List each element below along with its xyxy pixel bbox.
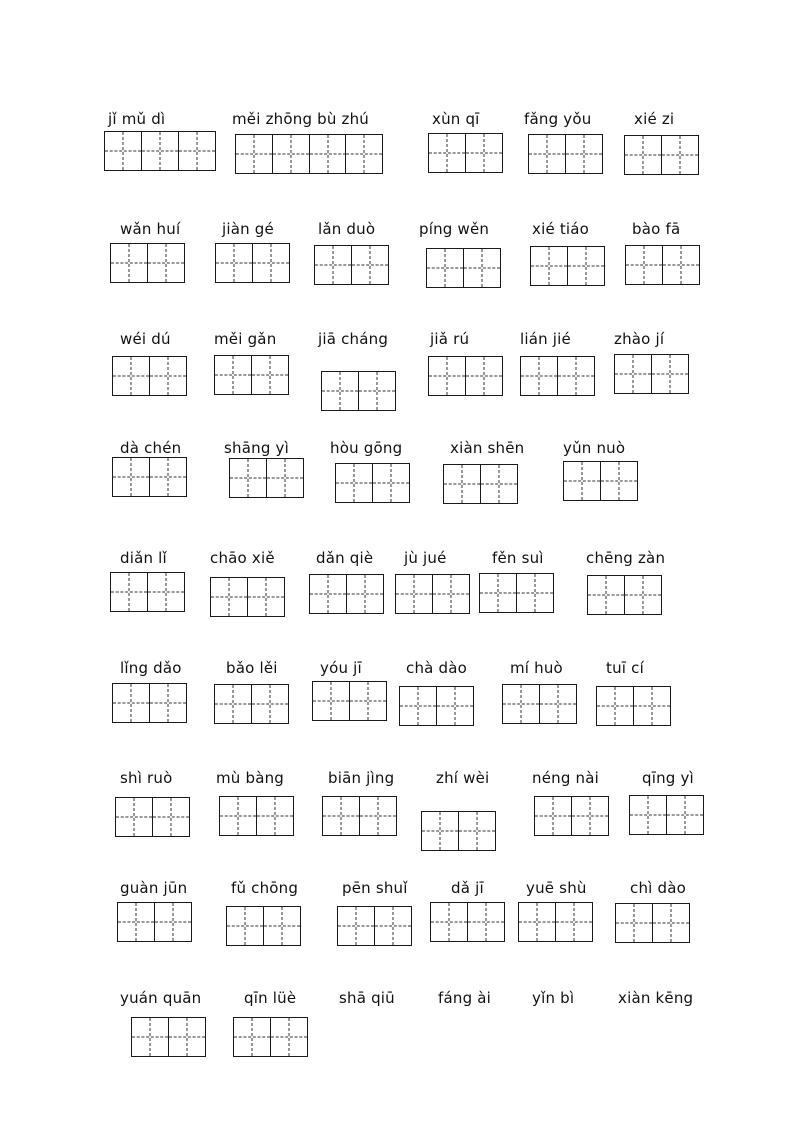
tian-grid-box[interactable]	[426, 248, 464, 288]
pinyin-label: yuán quān	[120, 989, 202, 1007]
pinyin-label: jiǎ rú	[430, 330, 470, 348]
writing-boxes[interactable]	[596, 686, 670, 726]
writing-boxes[interactable]	[395, 574, 469, 614]
pinyin-label: chāo xiě	[210, 549, 275, 567]
tian-grid-box[interactable]	[110, 572, 148, 612]
pinyin-label: wéi dú	[120, 330, 171, 348]
writing-boxes[interactable]	[322, 796, 396, 836]
pinyin-label: chà dào	[406, 659, 468, 677]
pinyin-label: xùn qī	[432, 110, 480, 128]
writing-boxes[interactable]	[421, 811, 495, 851]
tian-grid-box[interactable]	[214, 355, 252, 395]
tian-grid-box[interactable]	[219, 796, 257, 836]
tian-grid-box[interactable]	[322, 796, 360, 836]
writing-boxes[interactable]	[309, 574, 383, 614]
writing-boxes[interactable]	[112, 683, 186, 723]
pinyin-label: bǎo lěi	[226, 659, 278, 677]
pinyin-label: lǐng dǎo	[120, 659, 182, 677]
tian-grid-box[interactable]	[141, 131, 179, 171]
tian-grid-box[interactable]	[312, 681, 350, 721]
tian-grid-box[interactable]	[479, 573, 517, 613]
tian-grid-box[interactable]	[345, 134, 383, 174]
tian-grid-box[interactable]	[428, 133, 466, 173]
pinyin-label: yóu jī	[320, 659, 362, 677]
tian-grid-box[interactable]	[112, 356, 150, 396]
pinyin-label: chì dào	[630, 879, 686, 897]
tian-grid-box[interactable]	[372, 463, 410, 503]
pinyin-label: wǎn huí	[120, 220, 181, 238]
writing-boxes[interactable]	[214, 355, 288, 395]
writing-boxes[interactable]	[115, 797, 189, 837]
tian-grid-box[interactable]	[463, 248, 501, 288]
tian-grid-box[interactable]	[458, 811, 496, 851]
writing-boxes[interactable]	[321, 371, 395, 411]
writing-boxes[interactable]	[428, 133, 502, 173]
writing-boxes[interactable]	[210, 577, 284, 617]
writing-boxes[interactable]	[443, 464, 517, 504]
pinyin-label: hòu gōng	[330, 439, 403, 457]
writing-boxes[interactable]	[219, 796, 293, 836]
tian-grid-box[interactable]	[251, 684, 289, 724]
pinyin-label: yǔn nuò	[563, 439, 626, 457]
tian-grid-box[interactable]	[359, 796, 397, 836]
pinyin-label: jǐ mǔ dì	[108, 110, 166, 128]
tian-grid-box[interactable]	[502, 684, 540, 724]
tian-grid-box[interactable]	[399, 686, 437, 726]
tian-grid-box[interactable]	[614, 354, 652, 394]
tian-grid-box[interactable]	[314, 245, 352, 285]
pinyin-label: jù jué	[404, 549, 447, 567]
pinyin-label: xié tiáo	[532, 220, 590, 238]
pinyin-label: mí huò	[510, 659, 563, 677]
pinyin-label: xié zi	[634, 110, 675, 128]
writing-boxes[interactable]	[337, 906, 411, 946]
tian-grid-box[interactable]	[178, 131, 216, 171]
tian-grid-box[interactable]	[516, 573, 554, 613]
tian-grid-box[interactable]	[346, 574, 384, 614]
tian-grid-box[interactable]	[214, 684, 252, 724]
tian-grid-box[interactable]	[321, 371, 359, 411]
pinyin-label: néng nài	[532, 769, 599, 787]
tian-grid-box[interactable]	[335, 463, 373, 503]
tian-grid-box[interactable]	[149, 457, 187, 497]
writing-boxes[interactable]	[629, 795, 703, 835]
tian-grid-box[interactable]	[534, 796, 572, 836]
writing-boxes[interactable]	[615, 903, 689, 943]
writing-boxes[interactable]	[625, 245, 699, 285]
tian-grid-box[interactable]	[567, 246, 605, 286]
tian-grid-box[interactable]	[215, 243, 253, 283]
tian-grid-box[interactable]	[154, 902, 192, 942]
pinyin-label: fěn suì	[492, 549, 544, 567]
tian-grid-box[interactable]	[374, 906, 412, 946]
writing-boxes[interactable]	[214, 684, 288, 724]
tian-grid-box[interactable]	[229, 458, 267, 498]
pinyin-label: diǎn lǐ	[120, 549, 167, 567]
tian-grid-box[interactable]	[587, 575, 625, 615]
pinyin-label: píng wěn	[419, 220, 490, 238]
tian-grid-box[interactable]	[467, 902, 505, 942]
tian-grid-box[interactable]	[112, 683, 150, 723]
pinyin-label: dǎn qiè	[316, 549, 374, 567]
pinyin-label: měi zhōng bù zhú	[232, 110, 370, 128]
writing-boxes[interactable]	[399, 686, 473, 726]
pinyin-label: dà chén	[120, 439, 182, 457]
tian-grid-box[interactable]	[432, 574, 470, 614]
tian-grid-box[interactable]	[518, 902, 556, 942]
writing-boxes[interactable]	[335, 463, 409, 503]
writing-boxes[interactable]	[534, 796, 608, 836]
writing-boxes[interactable]	[520, 356, 594, 396]
pinyin-label: qīn lüè	[244, 989, 297, 1007]
tian-grid-box[interactable]	[571, 796, 609, 836]
tian-grid-box[interactable]	[112, 457, 150, 497]
tian-grid-box[interactable]	[666, 795, 704, 835]
pinyin-label: shāng yì	[224, 439, 289, 457]
tian-grid-box[interactable]	[428, 356, 466, 396]
pinyin-label: lián jié	[520, 330, 571, 348]
pinyin-label: shā qiū	[339, 989, 395, 1007]
writing-boxes[interactable]	[215, 243, 289, 283]
pinyin-label: fǔ chōng	[231, 879, 299, 897]
tian-grid-box[interactable]	[309, 574, 347, 614]
writing-boxes[interactable]	[110, 572, 184, 612]
tian-grid-box[interactable]	[270, 1017, 308, 1057]
pinyin-label: pēn shuǐ	[342, 879, 408, 897]
pinyin-label: yuē shù	[526, 879, 587, 897]
writing-boxes[interactable]	[428, 356, 502, 396]
tian-grid-box[interactable]	[557, 356, 595, 396]
tian-grid-box[interactable]	[351, 245, 389, 285]
tian-grid-box[interactable]	[539, 684, 577, 724]
tian-grid-box[interactable]	[210, 577, 248, 617]
pinyin-label: jiàn gé	[222, 220, 274, 238]
tian-grid-box[interactable]	[110, 243, 148, 283]
writing-boxes[interactable]	[479, 573, 553, 613]
writing-boxes[interactable]	[426, 248, 500, 288]
tian-grid-box[interactable]	[252, 243, 290, 283]
tian-grid-box[interactable]	[555, 902, 593, 942]
tian-grid-box[interactable]	[149, 683, 187, 723]
writing-boxes[interactable]	[117, 902, 191, 942]
tian-grid-box[interactable]	[465, 356, 503, 396]
pinyin-label: mù bàng	[216, 769, 285, 787]
tian-grid-box[interactable]	[272, 134, 310, 174]
tian-grid-box[interactable]	[624, 575, 662, 615]
tian-grid-box[interactable]	[651, 354, 689, 394]
tian-grid-box[interactable]	[443, 464, 481, 504]
tian-grid-box[interactable]	[263, 906, 301, 946]
pinyin-label: qīng yì	[642, 769, 694, 787]
writing-boxes[interactable]	[614, 354, 688, 394]
pinyin-label: dǎ jī	[451, 879, 484, 897]
writing-boxes[interactable]	[112, 356, 186, 396]
tian-grid-box[interactable]	[615, 903, 653, 943]
tian-grid-box[interactable]	[530, 246, 568, 286]
tian-grid-box[interactable]	[596, 686, 634, 726]
tian-grid-box[interactable]	[251, 355, 289, 395]
tian-grid-box[interactable]	[563, 461, 601, 501]
writing-boxes[interactable]	[104, 131, 214, 171]
tian-grid-box[interactable]	[235, 134, 273, 174]
tian-grid-box[interactable]	[233, 1017, 271, 1057]
tian-grid-box[interactable]	[358, 371, 396, 411]
tian-grid-box[interactable]	[168, 1017, 206, 1057]
writing-boxes[interactable]	[131, 1017, 205, 1057]
tian-grid-box[interactable]	[661, 135, 699, 175]
writing-boxes[interactable]	[235, 134, 382, 174]
tian-grid-box[interactable]	[430, 902, 468, 942]
writing-boxes[interactable]	[226, 906, 300, 946]
writing-boxes[interactable]	[233, 1017, 307, 1057]
pinyin-label: jiā cháng	[318, 330, 389, 348]
tian-grid-box[interactable]	[520, 356, 558, 396]
pinyin-label: měi gǎn	[214, 330, 277, 348]
pinyin-label: lǎn duò	[318, 220, 376, 238]
writing-boxes[interactable]	[528, 134, 602, 174]
tian-grid-box[interactable]	[115, 797, 153, 837]
tian-grid-box[interactable]	[662, 245, 700, 285]
pinyin-label: zhào jí	[614, 330, 665, 348]
tian-grid-box[interactable]	[652, 903, 690, 943]
pinyin-label: zhí wèi	[436, 769, 490, 787]
writing-boxes[interactable]	[110, 243, 184, 283]
tian-grid-box[interactable]	[565, 134, 603, 174]
tian-grid-box[interactable]	[480, 464, 518, 504]
tian-grid-box[interactable]	[104, 131, 142, 171]
tian-grid-box[interactable]	[266, 458, 304, 498]
writing-boxes[interactable]	[502, 684, 576, 724]
pinyin-label: tuī cí	[606, 659, 644, 677]
tian-grid-box[interactable]	[149, 356, 187, 396]
pinyin-label: bào fā	[632, 220, 681, 238]
pinyin-label: guàn jūn	[120, 879, 188, 897]
pinyin-label: chēng zàn	[586, 549, 666, 567]
pinyin-label: xiàn kēng	[618, 989, 694, 1007]
writing-boxes[interactable]	[314, 245, 388, 285]
pinyin-label: xiàn shēn	[450, 439, 525, 457]
tian-grid-box[interactable]	[633, 686, 671, 726]
pinyin-label: fáng ài	[438, 989, 492, 1007]
writing-boxes[interactable]	[229, 458, 303, 498]
writing-boxes[interactable]	[312, 681, 386, 721]
tian-grid-box[interactable]	[421, 811, 459, 851]
tian-grid-box[interactable]	[226, 906, 264, 946]
pinyin-label: fǎng yǒu	[524, 110, 592, 128]
pinyin-label: yǐn bì	[532, 989, 575, 1007]
tian-grid-box[interactable]	[349, 681, 387, 721]
tian-grid-box[interactable]	[247, 577, 285, 617]
tian-grid-box[interactable]	[131, 1017, 169, 1057]
tian-grid-box[interactable]	[147, 572, 185, 612]
tian-grid-box[interactable]	[629, 795, 667, 835]
writing-boxes[interactable]	[430, 902, 504, 942]
tian-grid-box[interactable]	[528, 134, 566, 174]
writing-boxes[interactable]	[624, 135, 698, 175]
tian-grid-box[interactable]	[309, 134, 347, 174]
tian-grid-box[interactable]	[147, 243, 185, 283]
tian-grid-box[interactable]	[152, 797, 190, 837]
writing-boxes[interactable]	[587, 575, 661, 615]
tian-grid-box[interactable]	[337, 906, 375, 946]
tian-grid-box[interactable]	[625, 245, 663, 285]
tian-grid-box[interactable]	[395, 574, 433, 614]
tian-grid-box[interactable]	[600, 461, 638, 501]
writing-boxes[interactable]	[112, 457, 186, 497]
writing-boxes[interactable]	[518, 902, 592, 942]
writing-boxes[interactable]	[563, 461, 637, 501]
tian-grid-box[interactable]	[624, 135, 662, 175]
pinyin-label: shì ruò	[120, 769, 173, 787]
tian-grid-box[interactable]	[465, 133, 503, 173]
tian-grid-box[interactable]	[256, 796, 294, 836]
writing-boxes[interactable]	[530, 246, 604, 286]
tian-grid-box[interactable]	[436, 686, 474, 726]
tian-grid-box[interactable]	[117, 902, 155, 942]
pinyin-label: biān jìng	[328, 769, 395, 787]
